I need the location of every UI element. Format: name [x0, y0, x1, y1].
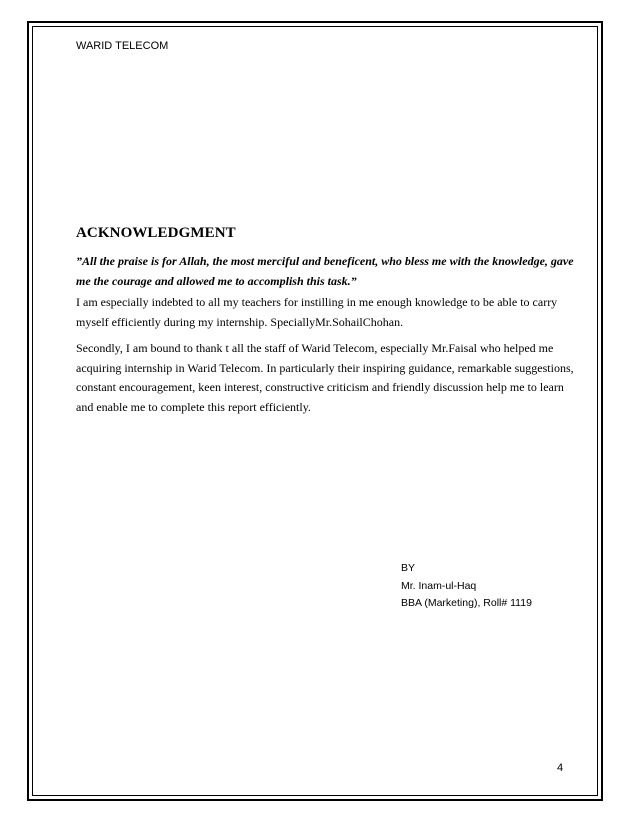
signature-by: BY [401, 562, 416, 574]
section-heading: ACKNOWLEDGMENT [76, 225, 236, 241]
signature-name: Mr. Inam-ul-Haq [401, 579, 477, 592]
paragraph-teachers: I am especially indebted to all my teachers for instilling in me enough knowledge to be able to carry myself efficiently during my internship. SpeciallyMr.SohailChohan. [76, 295, 558, 329]
signature-block [401, 560, 532, 613]
paragraph-staff: Secondly, I am bound to thank t all the staff of Warid Telecom, especially Mr.Faisal who helped me acquiring internship in Warid Telecom. In particularly their inspiring guidance, remarkable suggestions, constant encouragement, keen interest, constructive criticism and friendly discussion help me to learn and enable me to complete this report efficiently. [76, 341, 574, 414]
opening-quote: ”All the praise is for Allah, the most merciful and beneficent, who bless me with the knowledge, gave me the courage and allowed me to accomplish this task.” [76, 254, 574, 288]
page-number: 4 [557, 762, 564, 774]
page-header: WARID TELECOM [76, 40, 169, 52]
signature-program: BBA (Marketing), Roll# 1119 [401, 597, 532, 609]
